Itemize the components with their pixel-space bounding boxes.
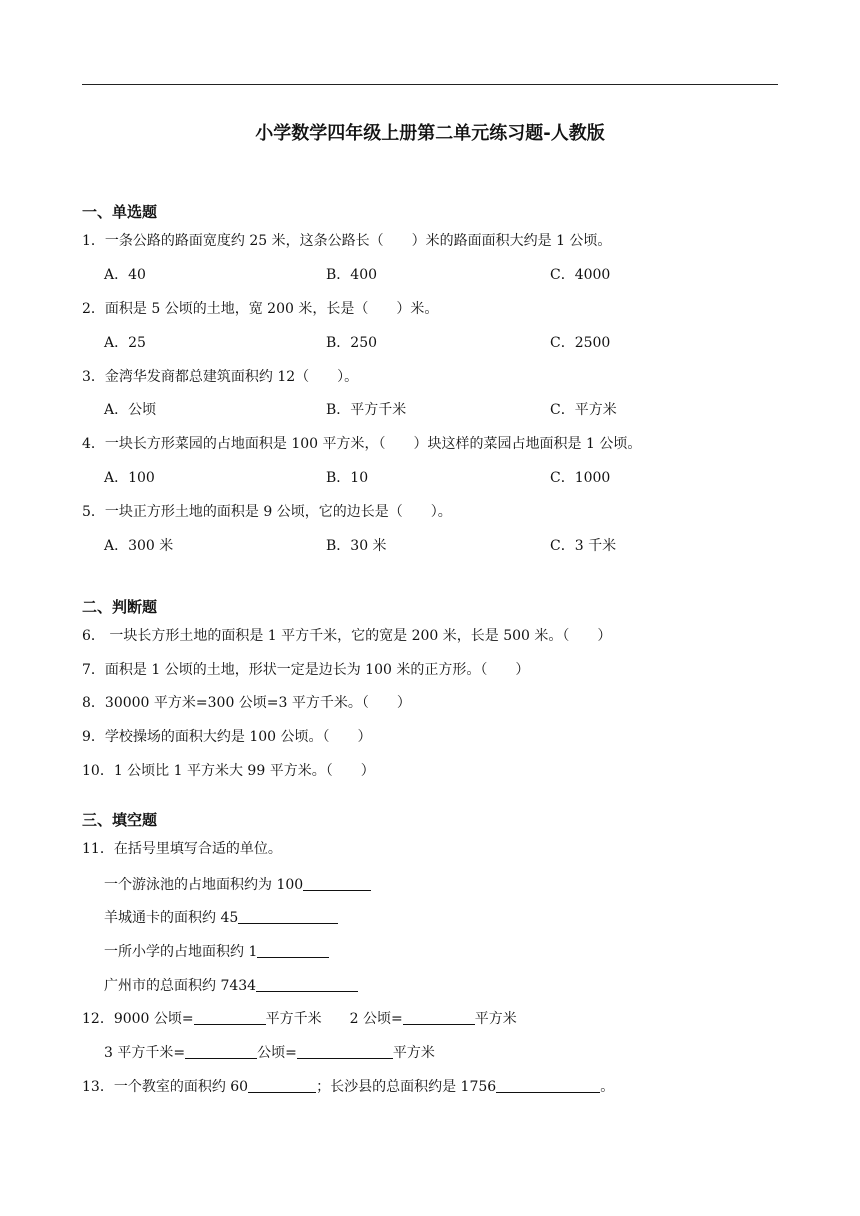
- q13-text-b: ；长沙县的总面积约是 1756: [316, 1079, 497, 1095]
- q2-option-c: C．2500: [550, 335, 611, 351]
- question-12-line-2: [104, 1042, 435, 1062]
- q2-option-b: B．250: [326, 335, 378, 351]
- q11-item-1: [104, 874, 371, 894]
- q12-text-f: 公顷=: [257, 1045, 297, 1061]
- question-12-line-1: [82, 1008, 517, 1028]
- question-3: 3．金湾华发商都总建筑面积约 12（ ）。: [82, 369, 359, 385]
- header-rule: [82, 84, 778, 85]
- q4-option-b: B．10: [326, 470, 369, 486]
- q13-text-a: 13．一个教室的面积约 60: [82, 1079, 249, 1095]
- question-8: 8．30000 平方米=300 公顷=3 平方千米。（ ）: [82, 695, 411, 711]
- q12-text-c: 2 公顷=: [349, 1011, 403, 1027]
- q12-text-e: 3 平方千米=: [104, 1045, 186, 1061]
- q11-item-text: 一个游泳池的占地面积约为 100: [104, 877, 304, 893]
- answer-blank[interactable]: [238, 909, 338, 924]
- q4-option-a: A．100: [104, 470, 155, 486]
- answer-blank[interactable]: [248, 1078, 316, 1093]
- q11-item-2: [104, 907, 338, 927]
- q1-option-c: C．4000: [550, 267, 611, 283]
- answer-blank[interactable]: [257, 943, 329, 958]
- section-heading-single-choice: 一、单选题: [82, 203, 158, 221]
- q3-option-c: C．平方米: [550, 402, 617, 418]
- answer-blank[interactable]: [496, 1078, 600, 1093]
- question-4: 4．一块长方形菜园的占地面积是 100 平方米，（ ）块这样的菜园占地面积是 1 公顷。: [82, 436, 642, 452]
- q11-item-text: 羊城通卡的面积约 45: [104, 910, 239, 926]
- q1-option-b: B．400: [326, 267, 378, 283]
- q12-text-d: 平方米: [474, 1011, 517, 1027]
- q12-text-b: 平方千米: [265, 1011, 322, 1027]
- q3-option-a: A．公顷: [104, 402, 157, 418]
- page-title: 小学数学四年级上册第二单元练习题-人教版: [255, 123, 605, 144]
- question-10: 10．1 公顷比 1 平方米大 99 平方米。（ ）: [82, 763, 375, 779]
- question-1: 1．一条公路的路面宽度约 25 米，这条公路长（ ）米的路面面积大约是 1 公顷。: [82, 233, 612, 249]
- q12-text-a: 12．9000 公顷=: [82, 1011, 194, 1027]
- question-13: [82, 1076, 614, 1096]
- answer-blank[interactable]: [403, 1010, 475, 1025]
- answer-blank[interactable]: [303, 876, 371, 891]
- question-5: 5．一块正方形土地的面积是 9 公顷，它的边长是（ ）。: [82, 504, 452, 520]
- answer-blank[interactable]: [194, 1010, 266, 1025]
- q3-option-b: B．平方千米: [326, 402, 407, 418]
- section-heading-true-false: 二、判断题: [82, 598, 158, 616]
- q12-text-g: 平方米: [392, 1045, 435, 1061]
- question-7: 7．面积是 1 公顷的土地，形状一定是边长为 100 米的正方形。（ ）: [82, 662, 530, 678]
- answer-blank[interactable]: [185, 1044, 257, 1059]
- q11-item-text: 一所小学的占地面积约 1: [104, 944, 258, 960]
- q5-option-a: A．300 米: [104, 538, 174, 554]
- question-11: 11．在括号里填写合适的单位。: [82, 841, 282, 857]
- answer-blank[interactable]: [297, 1044, 393, 1059]
- q11-item-text: 广州市的总面积约 7434: [104, 978, 257, 994]
- q11-item-4: [104, 975, 358, 995]
- question-2: 2．面积是 5 公顷的土地，宽 200 米，长是（ ）米。: [82, 301, 439, 317]
- section-heading-fill-blank: 三、填空题: [82, 811, 158, 829]
- q5-option-c: C．3 千米: [550, 538, 617, 554]
- q13-text-c: 。: [600, 1079, 615, 1095]
- q1-option-a: A．40: [104, 267, 146, 283]
- question-9: 9．学校操场的面积大约是 100 公顷。（ ）: [82, 729, 372, 745]
- q4-option-c: C．1000: [550, 470, 611, 486]
- q2-option-a: A．25: [104, 335, 146, 351]
- q11-item-3: [104, 941, 329, 961]
- answer-blank[interactable]: [256, 977, 358, 992]
- question-6: 6． 一块长方形土地的面积是 1 平方千米，它的宽是 200 米，长是 500 米。（ ）: [82, 628, 612, 644]
- q5-option-b: B．30 米: [326, 538, 387, 554]
